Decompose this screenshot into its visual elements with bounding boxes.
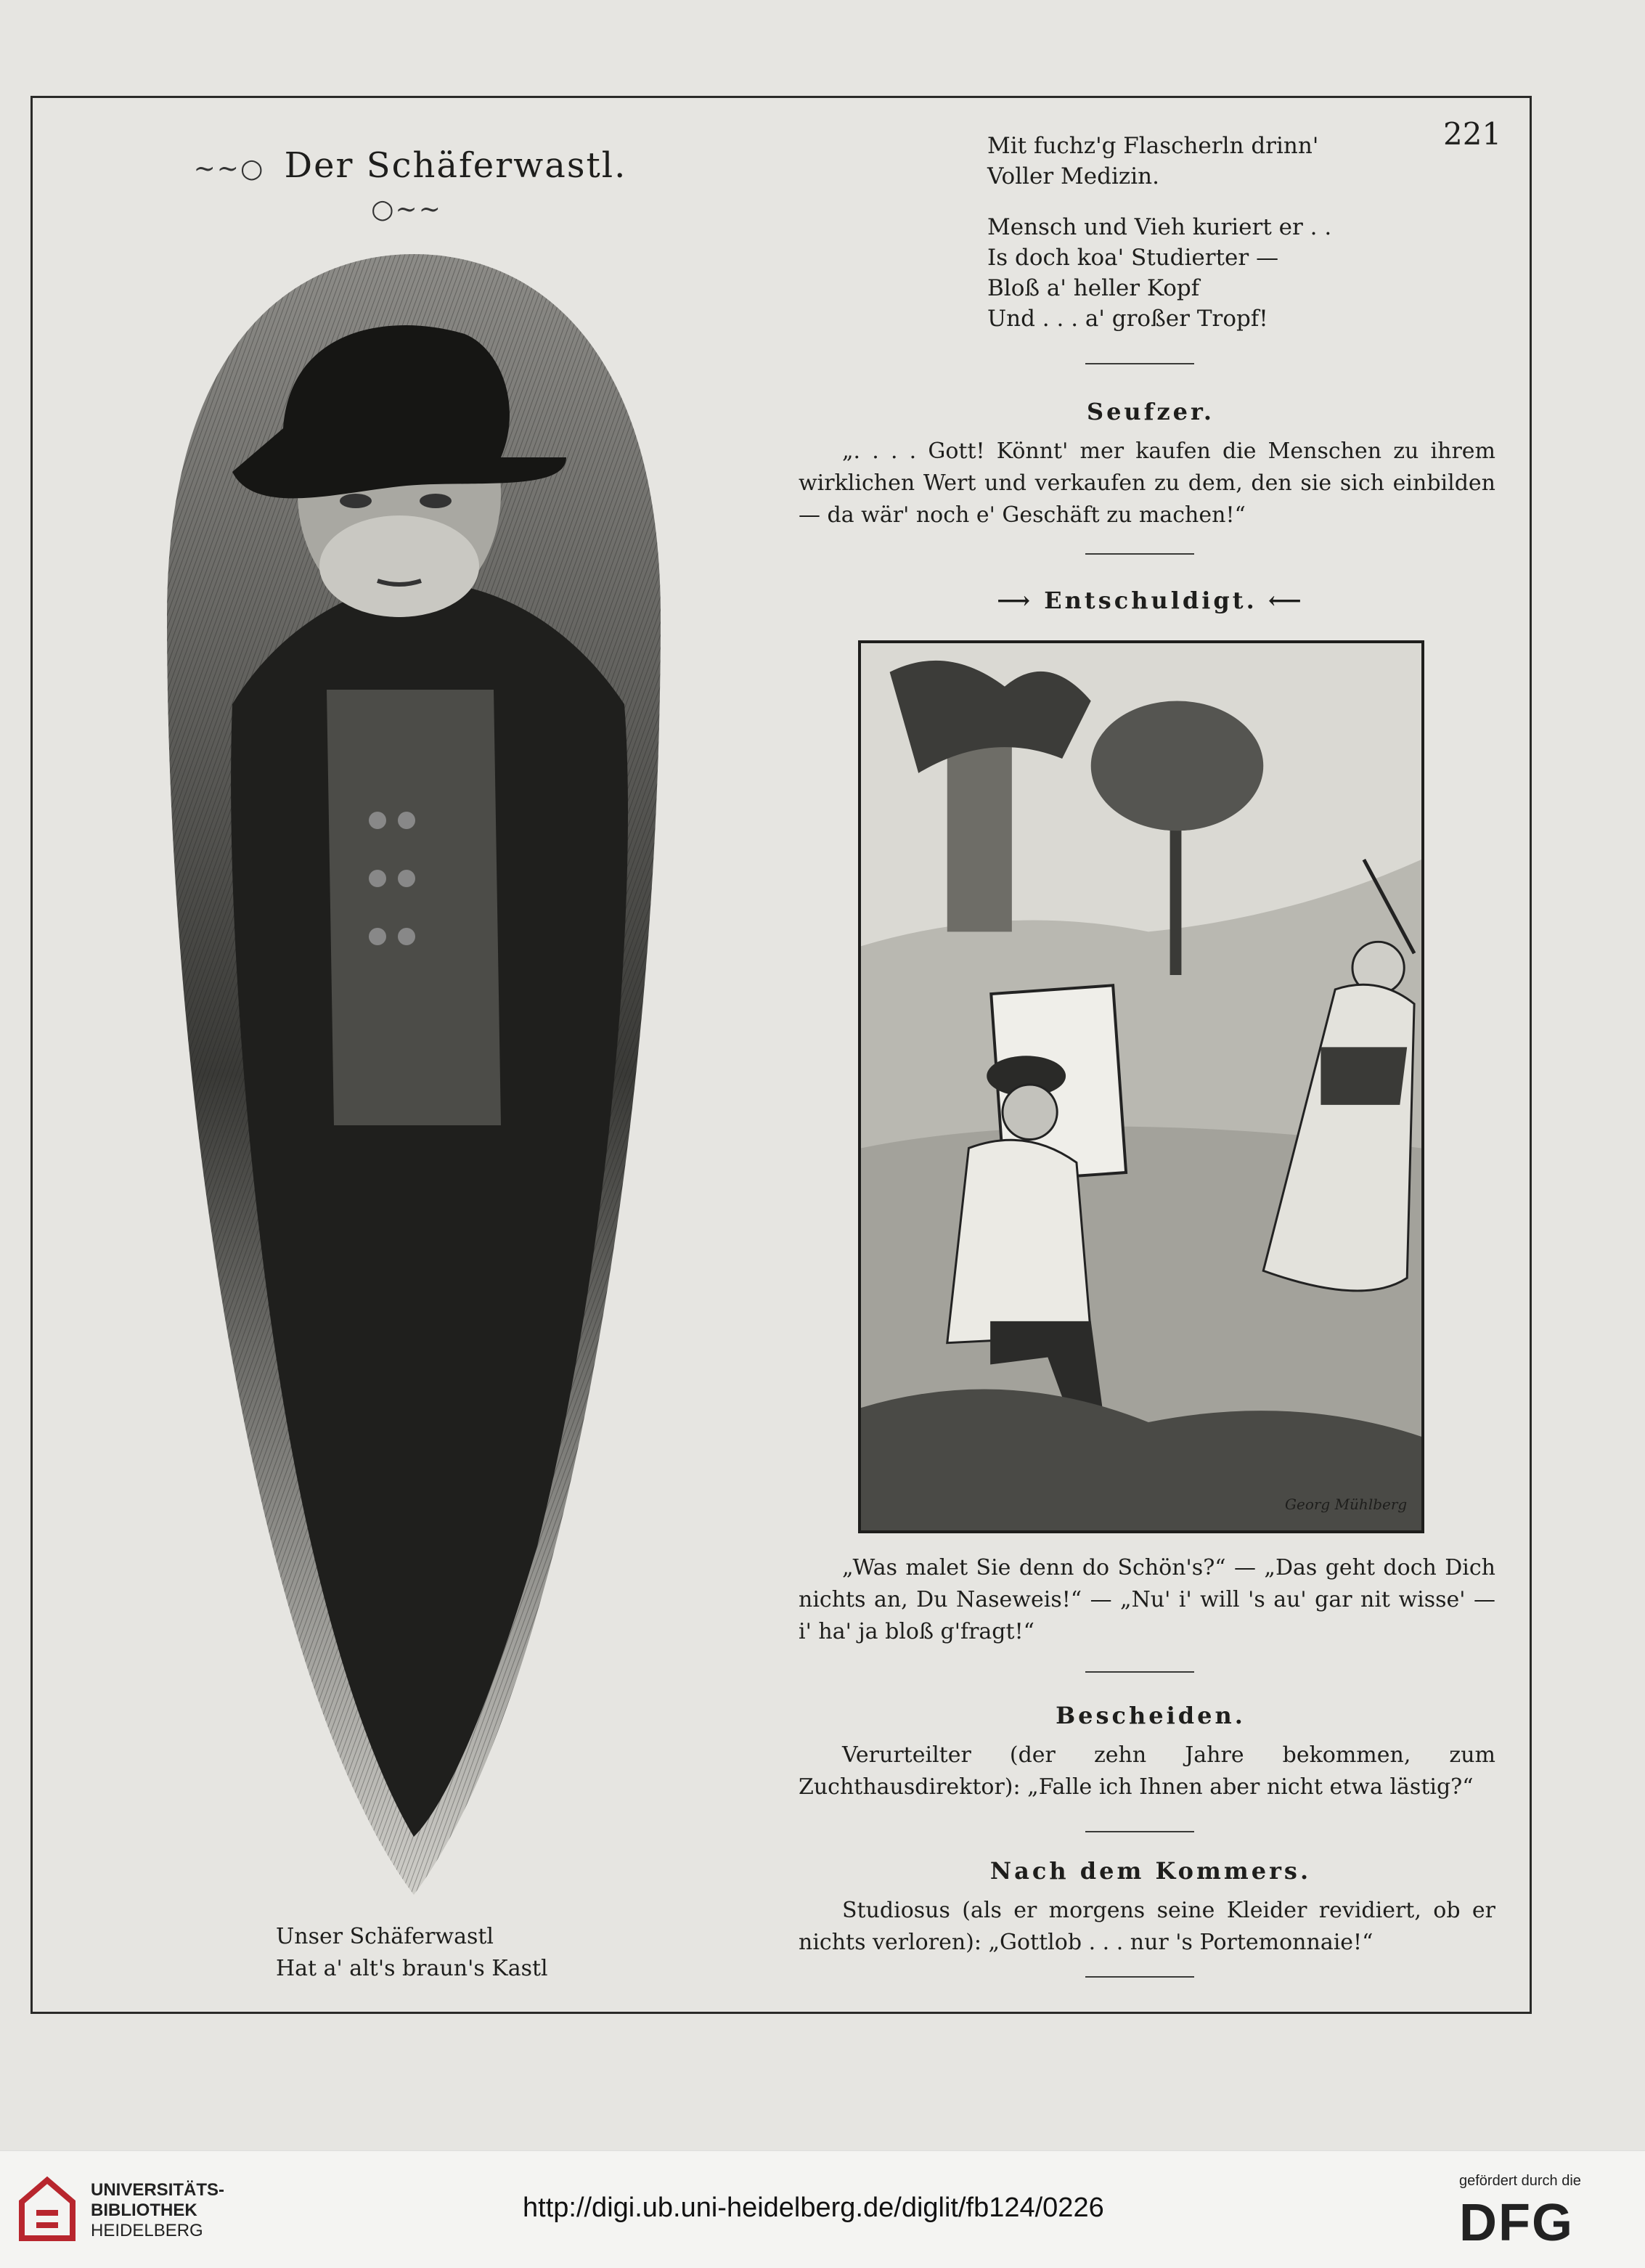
library-name-line: UNIVERSITÄTS- xyxy=(91,2180,225,2200)
painter-illustration xyxy=(858,640,1424,1533)
verse-line: Mit fuchz'g Flascherln drinn' xyxy=(987,133,1319,159)
caption-line: Hat a' alt's braun's Kastl xyxy=(276,1956,548,1981)
portrait-caption xyxy=(276,1921,682,1985)
heading-bescheiden: Bescheiden. xyxy=(1056,1702,1246,1729)
library-name-line: HEIDELBERG xyxy=(91,2221,203,2240)
ornament-right-icon: ○~~ xyxy=(371,195,442,224)
verse-line: Und . . . a' großer Tropf! xyxy=(987,306,1268,332)
verse-stanza-2 xyxy=(987,212,1331,334)
seufzer-text xyxy=(799,436,1495,531)
seufzer-paragraph: „. . . . Gott! Könnt' mer kaufen die Menschen zu ihrem wirklichen Wert und verkaufen zu dem, den sie sich einbilden — da wär' noch e' Geschäft zu machen!“ xyxy=(799,438,1495,528)
library-name-line: BIBLIOTHEK xyxy=(91,2200,197,2220)
verse-stanza-1 xyxy=(987,131,1318,192)
kommers-paragraph: Studiosus (als er morgens seine Kleider revidiert, ob er nichts verloren): „Gottlob . . . nur 's Portemonnaie!“ xyxy=(799,1898,1495,1955)
library-name xyxy=(91,2180,224,2241)
section-divider xyxy=(1085,363,1194,364)
verse-line: Bloß a' heller Kopf xyxy=(987,275,1200,301)
entschuldigt-paragraph: „Was malet Sie denn do Schön's?“ — „Das geht doch Dich nichts an, Du Naseweis!“ — „Nu' i' will 's au' gar nit wisse' — i' ha' ja bloß g'fragt!“ xyxy=(799,1555,1495,1644)
bescheiden-text xyxy=(799,1739,1495,1803)
page-number: 221 xyxy=(1443,116,1502,152)
section-divider xyxy=(1085,1671,1194,1673)
kommers-text xyxy=(799,1895,1495,1959)
portrait-title xyxy=(167,145,646,227)
section-divider xyxy=(1085,1831,1194,1832)
arrow-right-icon: ⟶ xyxy=(997,587,1045,614)
arrow-left-icon: ⟵ xyxy=(1257,587,1305,614)
section-divider xyxy=(1085,1976,1194,1978)
heading-seufzer: Seufzer. xyxy=(1086,398,1215,425)
heading-kommers: Nach dem Kommers. xyxy=(989,1857,1312,1885)
heading-entschuldigt xyxy=(791,587,1510,614)
caption-line: Unser Schäferwastl xyxy=(276,1924,494,1949)
ornament-left-icon: ~~○ xyxy=(193,154,265,184)
illustration-signature: Georg Mühlberg xyxy=(1285,1496,1408,1513)
dfg-logo: DFG xyxy=(1459,2194,1574,2252)
verse-line: Mensch und Vieh kuriert er . . xyxy=(987,214,1332,240)
permalink-url[interactable]: http://digi.ub.uni-heidelberg.de/diglit/fb124/0226 xyxy=(523,2192,1104,2223)
verse-line: Voller Medizin. xyxy=(987,163,1159,189)
entschuldigt-caption xyxy=(799,1552,1495,1648)
funder-block xyxy=(1459,2173,1633,2252)
heading-entschuldigt-text: Entschuldigt. xyxy=(1044,587,1257,614)
portrait-title-text: Der Schäferwastl. xyxy=(284,145,627,186)
portrait-engraving xyxy=(160,240,668,1902)
section-divider xyxy=(1085,553,1194,555)
university-logo-icon xyxy=(15,2173,80,2245)
footer-bar xyxy=(0,2150,1645,2268)
verse-line: Is doch koa' Studierter — xyxy=(987,245,1279,271)
funder-label: gefördert durch die xyxy=(1459,2173,1581,2189)
bescheiden-paragraph: Verurteilter (der zehn Jahre bekommen, zum Zuchthausdirektor): „Falle ich Ihnen aber nicht etwa lästig?“ xyxy=(799,1742,1495,1800)
